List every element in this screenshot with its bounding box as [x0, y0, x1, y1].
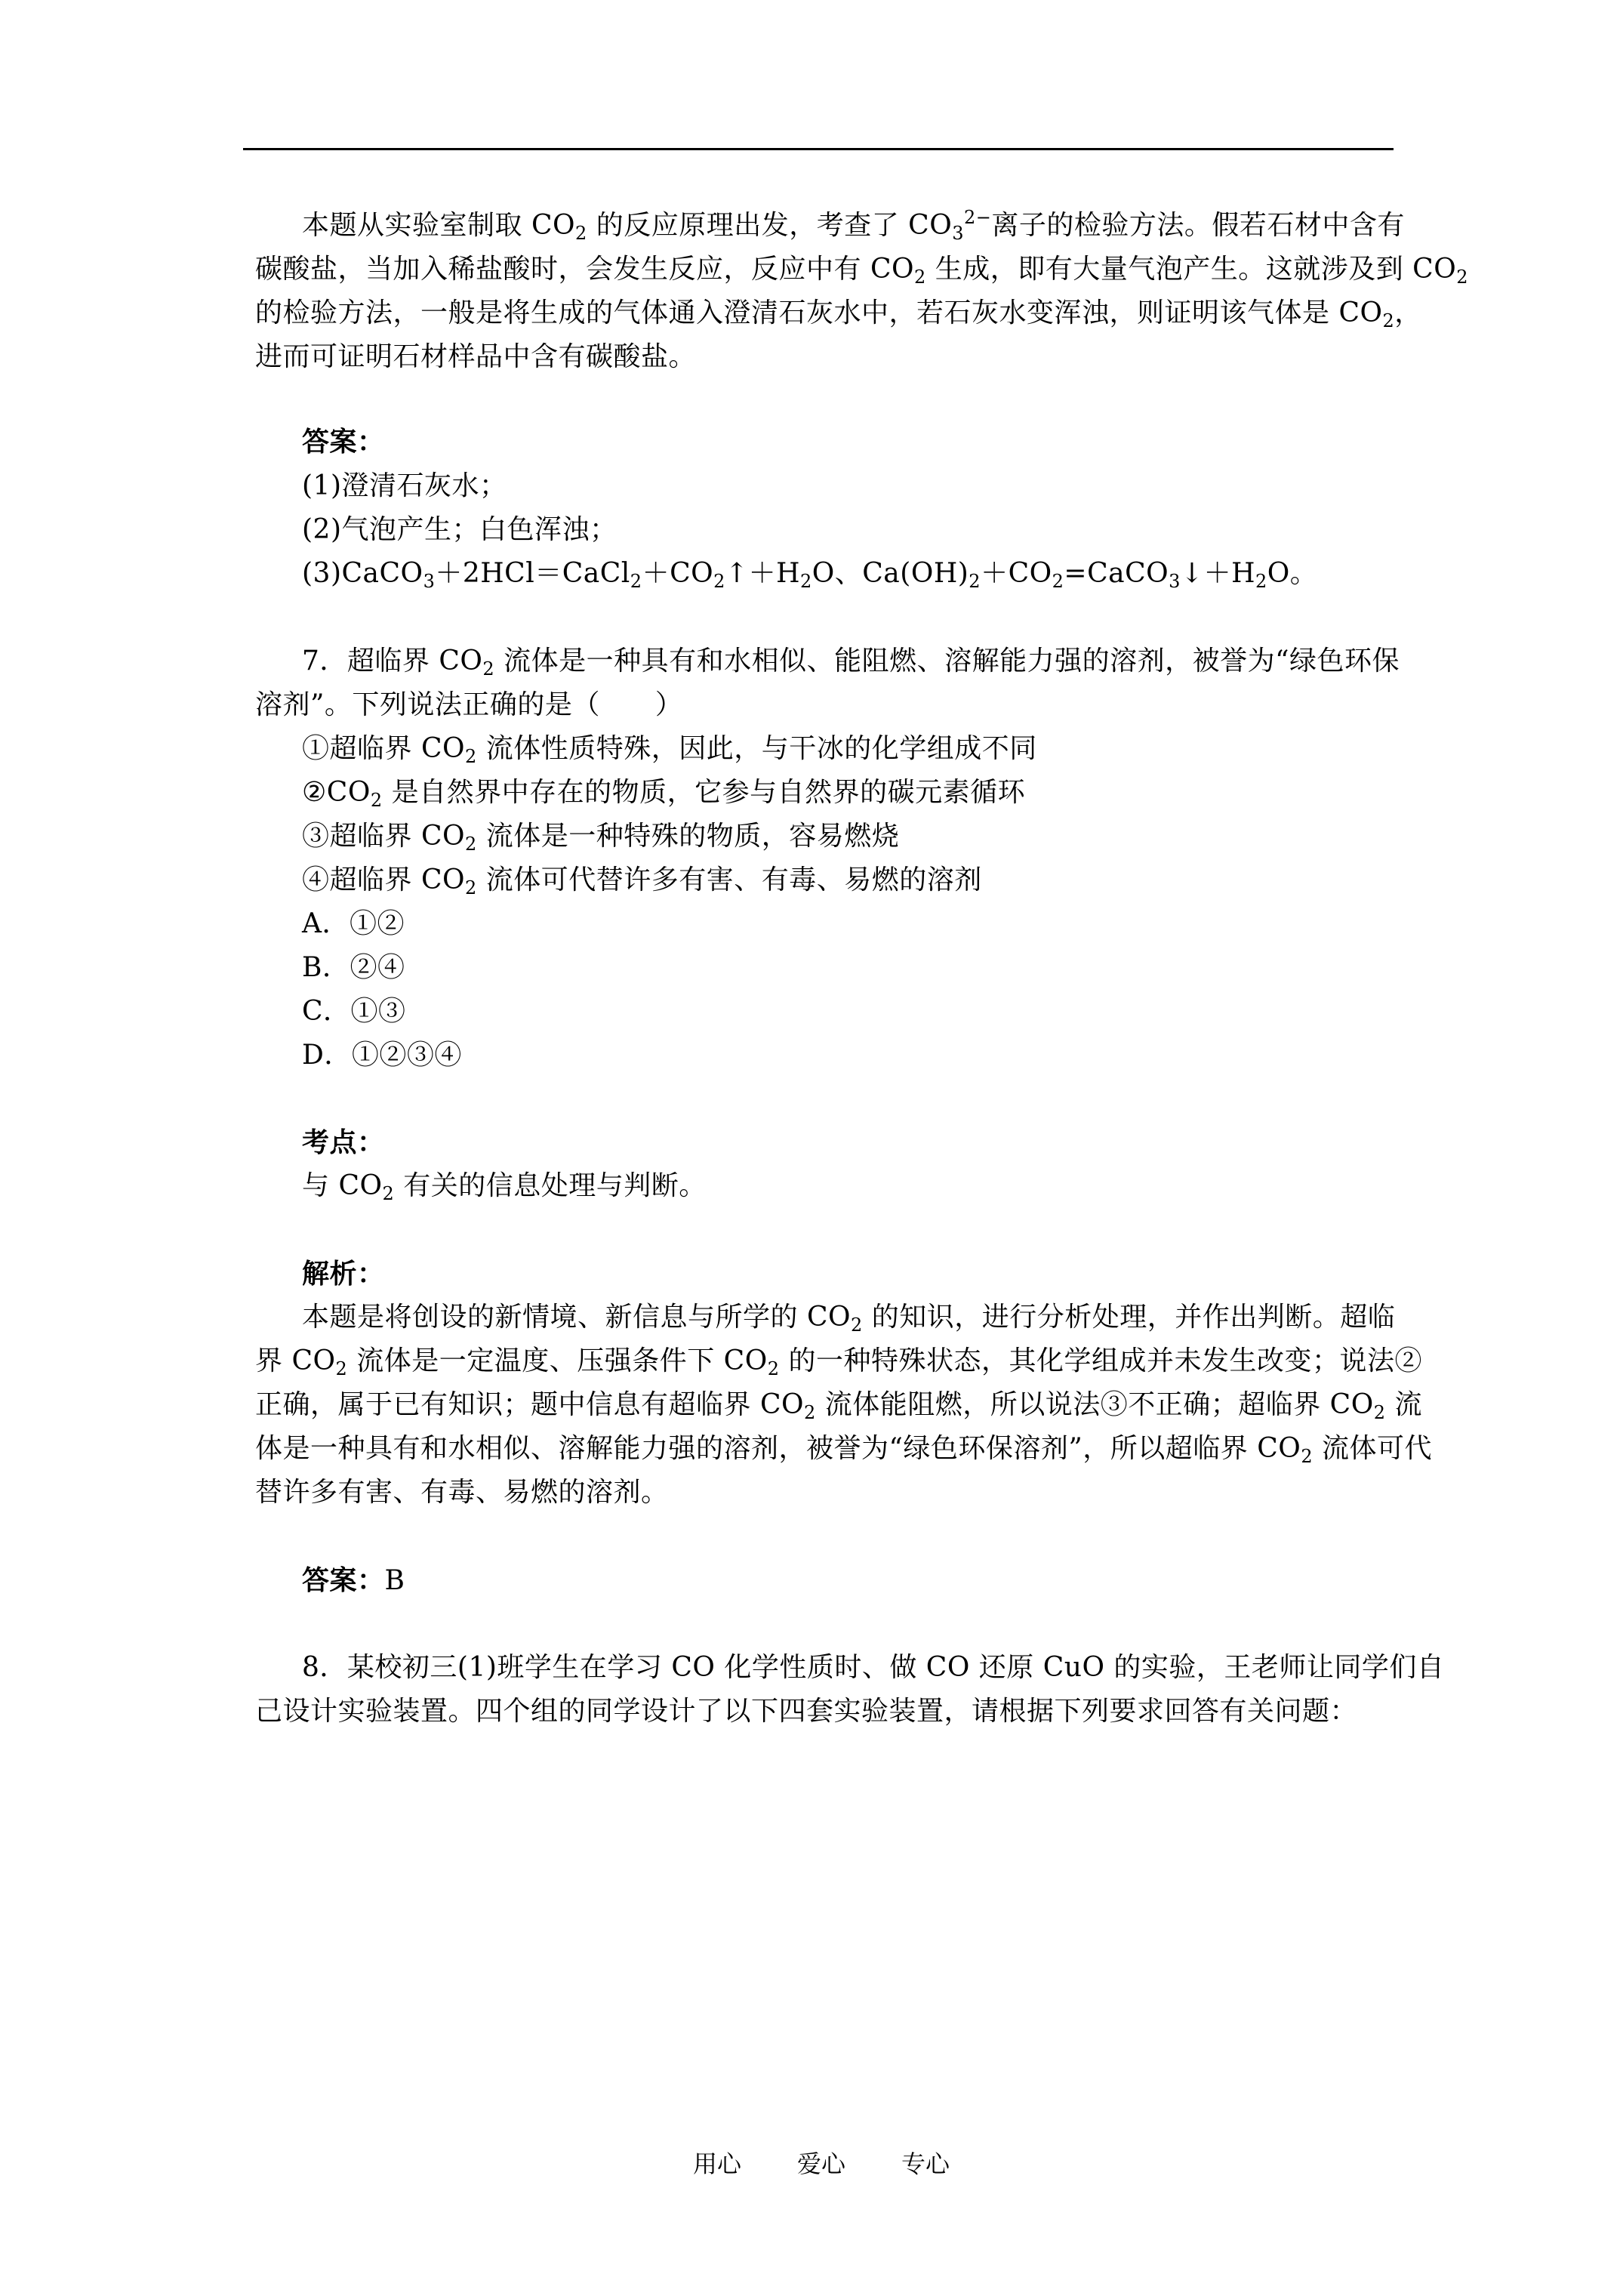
jiexi7-line-5: 替许多有害、有毒、易燃的溶剂。 [255, 1477, 669, 1508]
q8-line-1: 8．某校初三(1)班学生在学习 CO 化学性质时、做 CO 还原 CuO 的实验，王老师让同学们自 [302, 1652, 1445, 1683]
jiexi7-line-4: 体是一种具有和水相似、溶解能力强的溶剂，被誉为“绿色环保溶剂”，所以超临界 $CO_2$ 流体可代 [255, 1433, 1433, 1467]
q7-statement-3: ③超临界 $CO_2$ 流体是一种特殊的物质，容易燃烧 [302, 821, 900, 855]
q7-option-c: C．①③ [302, 996, 406, 1027]
q7-statement-2: $②CO_2$ 是自然界中存在的物质，它参与自然界的碳元素循环 [302, 777, 1026, 811]
analysis6-line-4: 进而可证明石材样品中含有碳酸盐。 [255, 341, 697, 372]
answer7 [302, 1563, 405, 1598]
jiexi7-heading: 解析： [302, 1258, 385, 1290]
q7-option-d: D．①②③④ [302, 1040, 462, 1071]
footer-yongxin: 用心 [693, 2150, 742, 2178]
q7-statement-4: ④超临界 $CO_2$ 流体可代替许多有害、有毒、易燃的溶剂 [302, 864, 982, 898]
answer6-item-1: (1)澄清石灰水； [302, 470, 507, 501]
kaodian7-text: 与 $CO_2$ 有关的信息处理与判断。 [302, 1170, 707, 1204]
q7-option-a: A．①② [302, 908, 405, 939]
q7-stem-line-1: 7．超临界 $CO_2$ 流体是一种具有和水相似、能阻燃、溶解能力强的溶剂，被誉为“绿色环保 [302, 646, 1400, 680]
jiexi7-line-1: 本题是将创设的新情境、新信息与所学的 $CO_2$ 的知识，进行分析处理，并作出判断。超临 [302, 1302, 1396, 1336]
answer7-value: B [384, 1565, 405, 1596]
footer-zhuanxin: 专心 [901, 2150, 950, 2178]
q8-line-2: 己设计实验装置。四个组的同学设计了以下四套实验装置，请根据下列要求回答有关问题： [255, 1696, 1358, 1727]
jiexi7-line-3: 正确，属于已有知识；题中信息有超临界 $CO_2$ 流体能阻燃，所以说法③不正确；超临界 $CO_2$ 流 [255, 1389, 1422, 1423]
analysis6-line-2: 碳酸盐，当加入稀盐酸时，会发生反应，反应中有 $CO_2$ 生成，即有大量气泡产生。这就涉及到 $CO_2$ [255, 254, 1469, 288]
q7-statement-1: ①超临界 $CO_2$ 流体性质特殊，因此，与干冰的化学组成不同 [302, 733, 1037, 767]
page-footer [693, 2147, 950, 2180]
q7-option-b: B．②④ [302, 952, 405, 983]
footer-aixin: 爱心 [797, 2150, 846, 2178]
answer6-item-2: (2)气泡产生；白色浑浊； [302, 514, 617, 545]
answer7-heading: 答案： [302, 1564, 385, 1596]
answer6-item-3: $(3)CaCO_3+2HCl=CaCl_2+CO_2↑+H_2O$、$Ca(OH)_2+CO_2=CaCO_3↓+H_2O$。 [302, 558, 1318, 592]
answer6-heading: 答案： [302, 426, 385, 458]
analysis6-line-1: 本题从实验室制取 $CO_2$ 的反应原理出发，考查了 $CO_3^{2-}$离子的检验方法。假若石材中含有 [302, 207, 1405, 244]
jiexi7-line-2: 界 $CO_2$ 流体是一定温度、压强条件下 $CO_2$ 的一种特殊状态，其化学组成并未发生改变；说法② [255, 1345, 1422, 1379]
header-rule [243, 148, 1394, 150]
kaodian7-heading: 考点： [302, 1126, 385, 1158]
q7-stem-line-2: 溶剂”。下列说法正确的是（ ） [255, 689, 683, 720]
analysis6-line-3: 的检验方法，一般是将生成的气体通入澄清石灰水中，若石灰水变浑浊，则证明该气体是 $CO_2$， [255, 297, 1422, 331]
